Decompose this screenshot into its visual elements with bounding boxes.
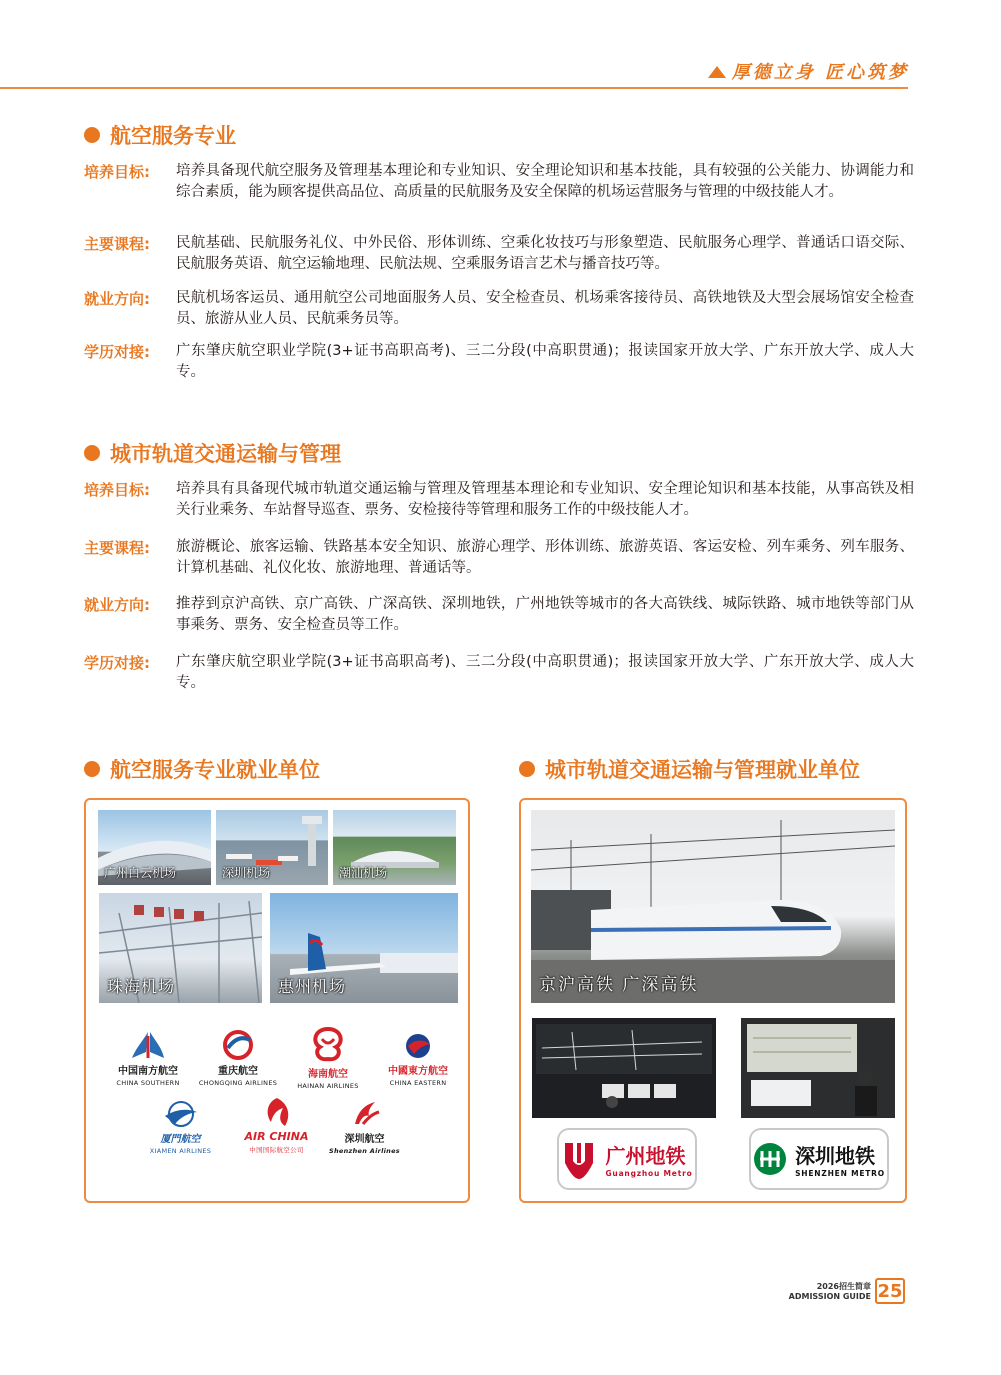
entry-text: 广东肇庆航空职业学院(3+证书高职高考)、三二分段(中高职贯通)；报读国家开放大学、广东开放大学、成人大专。 xyxy=(176,343,914,380)
airport-photo xyxy=(98,810,211,885)
logo-name-cn: AIR CHINA xyxy=(244,1130,309,1143)
bullet-dot-icon xyxy=(84,445,100,461)
page-footer xyxy=(789,1278,905,1304)
entry-text: 广东肇庆航空职业学院(3+证书高职高考)、三二分段(中高职贯通)；报读国家开放大学、广东开放大学、成人大专。 xyxy=(176,654,914,691)
entry-label: 培养目标: xyxy=(84,481,150,499)
phoenix-icon xyxy=(308,1025,348,1063)
rail-employers-box xyxy=(519,798,907,1203)
bullet-dot-icon xyxy=(84,761,100,777)
photo-caption: 广州白云机场 xyxy=(104,866,177,880)
logo-name-en: XIAMEN AIRLINES xyxy=(149,1147,212,1155)
logo-name-en: CHINA SOUTHERN xyxy=(116,1079,180,1087)
entry-label: 学历对接: xyxy=(84,654,150,672)
bullet-dot-icon xyxy=(84,127,100,143)
entry-text: 旅游概论、旅客运输、铁路基本安全知识、旅游心理学、形体训练、旅游英语、客运安检、列车乘务、列车服务、计算机基础、礼仪化妆、旅游地理、普通话等。 xyxy=(176,539,914,576)
metro-name-en: Guangzhou Metro xyxy=(605,1169,693,1178)
logo-name-cn: 中國東方航空 xyxy=(388,1066,448,1077)
footer-line-2: ADMISSION GUIDE xyxy=(788,1292,871,1301)
section-title-text: 城市轨道交通运输与管理 xyxy=(110,442,341,466)
entry-rail-education xyxy=(84,652,914,694)
logo-name-en: HAINAN AIRLINES xyxy=(297,1082,359,1090)
metro-name-cn: 广州地铁 xyxy=(605,1144,686,1168)
metro-name-cn: 深圳地铁 xyxy=(795,1144,876,1168)
page-number: 25 xyxy=(875,1278,905,1304)
entry-rail-jobs xyxy=(84,594,914,636)
airline-logo xyxy=(108,1030,188,1087)
mountain-logo-icon xyxy=(708,64,726,78)
control-room-photo xyxy=(741,1018,895,1118)
section-title-aviation xyxy=(84,120,236,150)
roc-icon xyxy=(349,1098,381,1128)
airport-photo xyxy=(270,893,458,1003)
airport-photo xyxy=(333,810,456,885)
aviation-employers-box xyxy=(84,798,470,1203)
entry-aviation-education xyxy=(84,341,914,383)
section-title-rail-employers xyxy=(519,754,860,784)
entry-label: 主要课程: xyxy=(84,235,150,253)
logo-name-en: 中国国际航空公司 xyxy=(249,1146,304,1154)
airline-logo xyxy=(198,1030,278,1087)
photo-caption: 惠州机场 xyxy=(278,977,347,996)
logo-name-en: CHONGQING AIRLINES xyxy=(198,1079,278,1087)
entry-aviation-goal xyxy=(84,161,914,203)
entry-text: 推荐到京沪高铁、京广高铁、广深高铁、深圳地铁，广州地铁等城市的各大高铁线、城际铁路、城市地铁等部门从事乘务、票务、安全检查员等工作。 xyxy=(176,596,914,633)
entry-aviation-courses xyxy=(84,233,914,275)
entry-label: 主要课程: xyxy=(84,539,150,557)
swallow-icon xyxy=(402,1032,434,1060)
kapok-flower-icon xyxy=(130,1030,166,1060)
photo-caption: 潮汕机场 xyxy=(339,866,388,880)
entry-rail-courses xyxy=(84,537,914,579)
entry-label: 培养目标: xyxy=(84,163,150,181)
entry-label: 就业方向: xyxy=(84,596,150,614)
motto-text: 厚德立身 匠心筑梦 xyxy=(731,62,909,83)
section-title-text: 航空服务专业 xyxy=(110,124,236,148)
logo-name-cn: 深圳航空 xyxy=(344,1134,385,1145)
logo-name-cn: 厦門航空 xyxy=(160,1134,201,1145)
airline-logo xyxy=(378,1032,458,1087)
guangzhou-metro-logo xyxy=(557,1128,697,1190)
footer-line-1: 2026招生简章 xyxy=(816,1282,871,1291)
entry-label: 就业方向: xyxy=(84,290,150,308)
photo-caption: 珠海机场 xyxy=(107,977,176,996)
airline-logo xyxy=(322,1098,407,1155)
header-motto xyxy=(708,58,909,84)
entry-rail-goal xyxy=(84,479,914,521)
logo-name-en: Shenzhen Airlines xyxy=(329,1147,400,1155)
section-title-aviation-employers xyxy=(84,754,320,784)
entry-aviation-jobs xyxy=(84,288,914,330)
guangzhou-metro-icon xyxy=(561,1139,597,1179)
swirl-icon xyxy=(220,1030,256,1060)
logo-name-cn: 海南航空 xyxy=(308,1069,348,1080)
entry-text: 培养具有具备现代城市轨道交通运输与管理及管理基本理论和专业知识、安全理论知识和基本技能，从事高铁及相关行业乘务、车站督导巡查、票务、安检接待等管理和服务工作的中级技能人才。 xyxy=(176,481,914,518)
section-title-text: 城市轨道交通运输与管理就业单位 xyxy=(545,758,860,782)
control-screens-icon xyxy=(741,1018,895,1118)
header-divider xyxy=(0,87,908,89)
section-title-rail xyxy=(84,438,341,468)
bullet-dot-icon xyxy=(519,761,535,777)
shenzhen-metro-logo xyxy=(749,1128,889,1190)
train-photo xyxy=(531,810,895,1003)
airline-logo xyxy=(234,1096,319,1154)
airline-logo xyxy=(138,1100,223,1155)
control-screens-icon xyxy=(532,1018,716,1118)
entry-text: 民航基础、民航服务礼仪、中外民俗、形体训练、空乘化妆技巧与形象塑造、民航服务心理学、普通话口语交际、民航服务英语、航空运输地理、民航法规、空乘服务语言艺术与播音技巧等。 xyxy=(176,235,914,272)
control-room-photo xyxy=(532,1018,716,1118)
logo-name-cn: 重庆航空 xyxy=(218,1066,258,1077)
egret-icon xyxy=(161,1100,201,1128)
logo-name-en: CHINA EASTERN xyxy=(389,1079,447,1087)
photo-caption: 京沪高铁 广深高铁 xyxy=(539,975,699,995)
entry-text: 培养具备现代航空服务及管理基本理论和专业知识、安全理论知识和基本技能，具有较强的公关能力、协调能力和综合素质，能为顾客提供高品位、高质量的民航服务及安全保障的机场运营服务与管理的中级技能人才。 xyxy=(176,163,914,200)
phoenix-icon xyxy=(261,1096,293,1128)
airport-photo xyxy=(99,893,262,1003)
entry-label: 学历对接: xyxy=(84,343,150,361)
entry-text: 民航机场客运员、通用航空公司地面服务人员、安全检查员、机场乘客接待员、高铁地铁及大型会展场馆安全检查员、旅游从业人员、民航乘务员等。 xyxy=(176,290,914,327)
logo-name-cn: 中国南方航空 xyxy=(118,1066,178,1077)
photo-caption: 深圳机场 xyxy=(222,866,271,880)
section-title-text: 航空服务专业就业单位 xyxy=(110,758,320,782)
shenzhen-metro-icon xyxy=(753,1142,787,1176)
airport-photo xyxy=(216,810,328,885)
metro-name-en: SHENZHEN METRO xyxy=(795,1169,885,1178)
airline-logo xyxy=(288,1025,368,1090)
